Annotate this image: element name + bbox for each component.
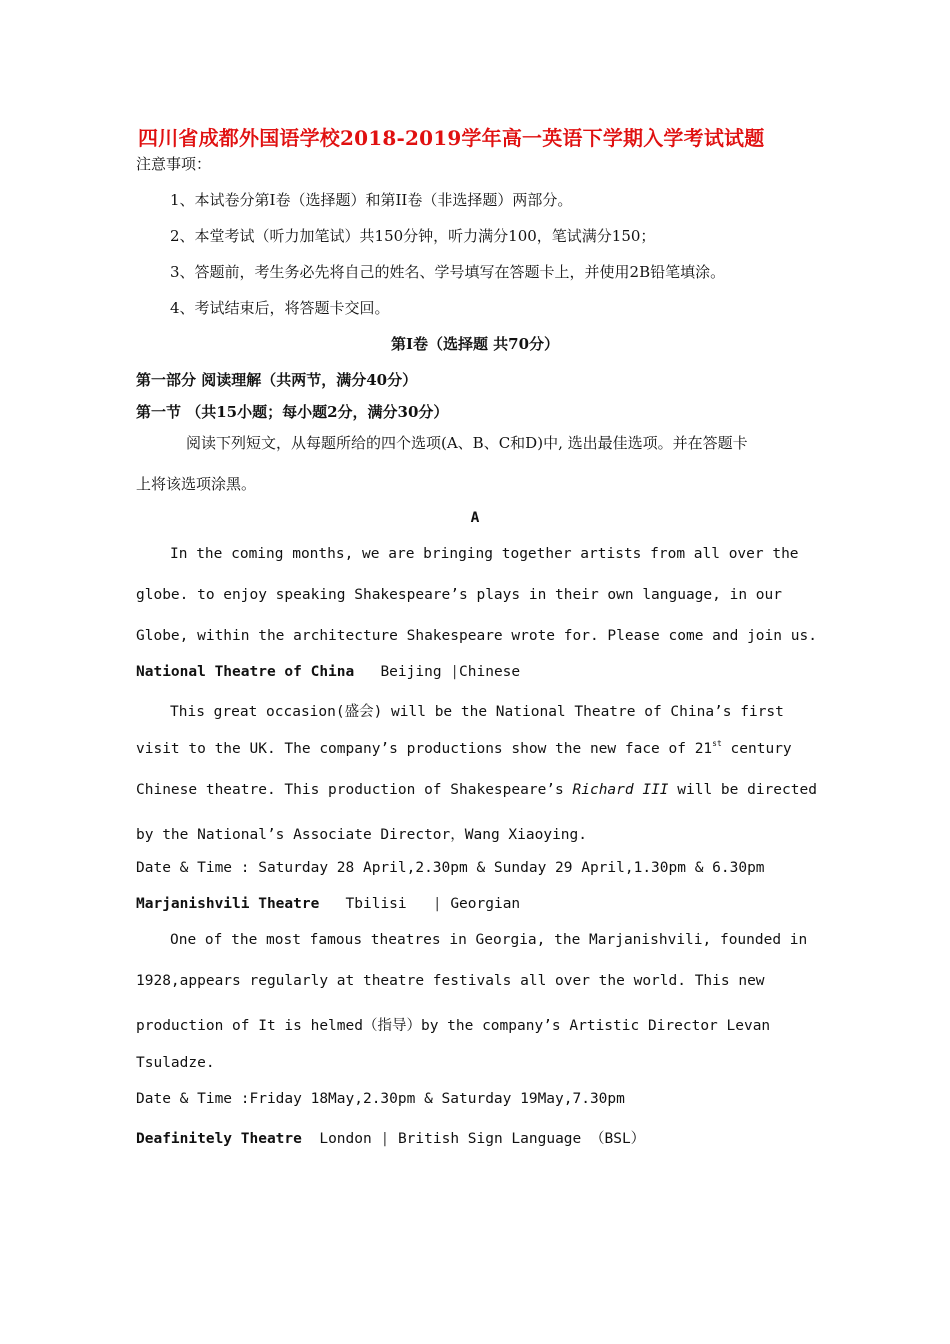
theatre-3-name: Deafinitely Theatre [136,1131,302,1147]
notice-item-3: 3、答题前，考生务必先将自己的姓名、学号填写在答题卡上，并使用2B铅笔填涂。 [170,263,726,281]
theatre-2-datetime: Date & Time :Friday 18May,2.30pm & Saturday 19May,7.30pm [136,1091,625,1107]
instruction-line-1: 阅读下列短文，从每题所给的四个选项(A、B、C和D)中, 选出最佳选项。并在答题卡 [186,434,748,452]
theatre-2-language: Georgian [450,896,521,912]
theatre-2-header [136,896,520,912]
theatre-1-para-2-text: visit to the UK. The company’s productions show the new face of 21 [136,741,713,757]
subsection-heading: 第一节 （共15小题；每小题2分，满分30分） [136,403,449,421]
theatre-1-language: Chinese [459,664,521,680]
notice-heading: 注意事项： [136,155,212,173]
theatre-3-language: British Sign Language （BSL） [397,1131,646,1147]
theatre-2-para-2: 1928,appears regularly at theatre festivals all over the world. This new [136,973,765,989]
intro-line-2: globe. to enjoy speaking Shakespeare’s plays in their own language, in our [136,587,783,603]
theatre-2-para-4: Tsuladze. [136,1055,215,1071]
theatre-3-header [136,1127,645,1148]
part1-heading: 第Ⅰ卷（选择题 共70分） [390,335,560,353]
theatre-1-name: National Theatre of China [136,664,355,680]
document-title: 四川省成都外国语学校2018-2019学年高一英语下学期入学考试试题 [138,126,765,150]
theatre-1-city: Beijing [380,664,442,680]
theatre-1-para-1: This great occasion(盛会) will be the National Theatre of China’s first [170,704,784,720]
divider: | [450,664,460,680]
theatre-1-para-3-text: Chinese theatre. This production of Shakespeare’s [136,782,573,798]
theatre-2-name: Marjanishvili Theatre [136,896,320,912]
theatre-2-para-3: production of It is helmed（指导）by the company’s Artistic Director Levan [136,1018,771,1034]
notice-item-1: 1、本试卷分第Ⅰ卷（选择题）和第II卷（非选择题）两部分。 [170,191,573,209]
theatre-1-header [136,664,520,680]
theatre-1-para-2 [136,741,792,757]
intro-line-3: Globe, within the architecture Shakespeare wrote for. Please come and join us. [136,628,817,644]
theatre-2-city: Tbilisi [345,896,407,912]
theatre-2-para-1: One of the most famous theatres in Georgia, the Marjanishvili, founded in [170,932,808,948]
notice-item-4: 4、考试结束后，将答题卡交回。 [170,299,390,317]
superscript: st [712,739,722,748]
notice-item-2: 2、本堂考试（听力加笔试）共150分钟，听力满分100，笔试满分150； [170,227,656,245]
theatre-1-para-4: by the National’s Associate Director，Wang Xiaoying. [136,827,587,843]
divider: | [432,896,442,912]
play-title: Richard III [572,782,669,798]
theatre-3-city: London [319,1131,372,1147]
divider: | [380,1131,390,1147]
theatre-1-para-3-end: will be directed [668,782,817,798]
theatre-1-para-2-end: century [721,741,792,757]
theatre-1-para-3 [136,782,817,798]
theatre-1-datetime: Date & Time : Saturday 28 April,2.30pm & Sunday 29 April,1.30pm & 6.30pm [136,860,765,876]
instruction-line-2: 上将该选项涂黑。 [136,475,257,493]
section-heading: 第一部分 阅读理解（共两节，满分40分） [136,371,418,389]
intro-line-1: In the coming months, we are bringing together artists from all over the [170,546,799,562]
passage-label: A [470,510,480,526]
